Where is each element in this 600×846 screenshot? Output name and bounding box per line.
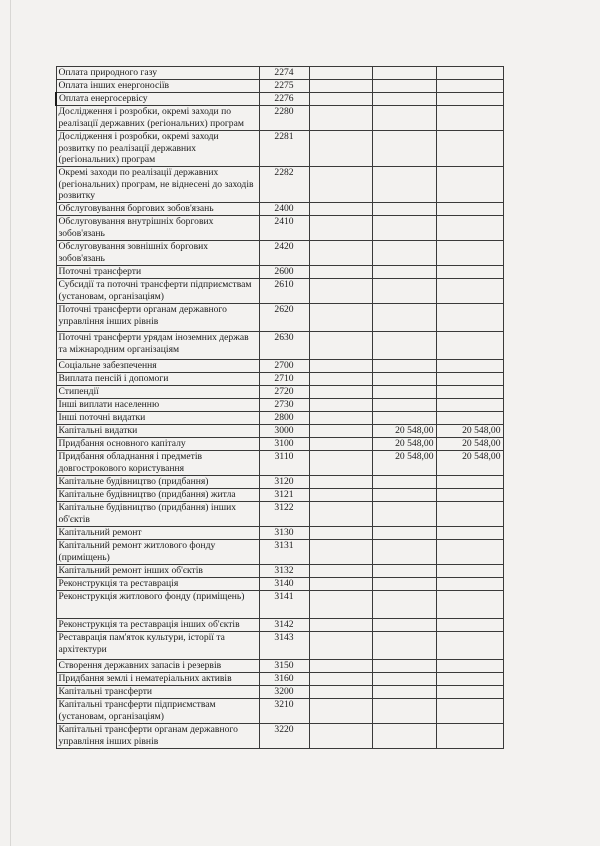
- table-row: [56, 266, 503, 279]
- empty-value-cell: [309, 540, 372, 565]
- table-row: [56, 724, 503, 749]
- empty-value-cell: [309, 67, 372, 80]
- amount-total-cell: [436, 373, 503, 386]
- empty-value-cell: [309, 632, 372, 660]
- empty-value-cell: [309, 80, 372, 93]
- amount-total-cell: [436, 699, 503, 724]
- expense-name-cell: Дослідження і розробки, окремі заходи розвитку по реалізації державних (регіональних) програм: [56, 131, 259, 167]
- expense-name-cell: Поточні трансферти: [56, 266, 259, 279]
- amount-total-cell: [436, 686, 503, 699]
- empty-value-cell: [309, 131, 372, 167]
- table-row: [56, 425, 503, 438]
- amount-cell: [372, 673, 436, 686]
- expense-name-cell: Субсидії та поточні трансферти підприємствам (установам, організаціям): [56, 279, 259, 304]
- empty-value-cell: [309, 660, 372, 673]
- amount-total-cell: [436, 540, 503, 565]
- table-row: [56, 399, 503, 412]
- kekv-code-cell: 2620: [259, 304, 309, 332]
- amount-cell: 20 548,00: [372, 451, 436, 476]
- expense-name-cell: Інші виплати населенню: [56, 399, 259, 412]
- amount-cell: [372, 527, 436, 540]
- table-row: [56, 80, 503, 93]
- amount-cell: [372, 632, 436, 660]
- kekv-code-cell: 2610: [259, 279, 309, 304]
- expense-name-cell: Створення державних запасів і резервів: [56, 660, 259, 673]
- amount-total-cell: [436, 279, 503, 304]
- expense-name-cell: Капітальне будівництво (придбання): [56, 476, 259, 489]
- table-row: [56, 540, 503, 565]
- kekv-code-cell: 3131: [259, 540, 309, 565]
- amount-cell: [372, 660, 436, 673]
- expense-name-cell: Капітальні трансферти органам державного управління інших рівнів: [56, 724, 259, 749]
- amount-total-cell: [436, 360, 503, 373]
- expense-name-cell: Поточні трансферти органам державного управління інших рівнів: [56, 304, 259, 332]
- table-row: [56, 476, 503, 489]
- table-row: [56, 619, 503, 632]
- expense-name-cell: Оплата інших енергоносіїв: [56, 80, 259, 93]
- amount-total-cell: [436, 80, 503, 93]
- amount-total-cell: [436, 304, 503, 332]
- kekv-code-cell: 2710: [259, 373, 309, 386]
- amount-total-cell: 20 548,00: [436, 451, 503, 476]
- amount-total-cell: [436, 203, 503, 216]
- amount-total-cell: 20 548,00: [436, 438, 503, 451]
- empty-value-cell: [309, 673, 372, 686]
- table-row: [56, 438, 503, 451]
- amount-cell: [372, 266, 436, 279]
- amount-total-cell: [436, 216, 503, 241]
- table-row: [56, 279, 503, 304]
- empty-value-cell: [309, 476, 372, 489]
- table-row: [56, 565, 503, 578]
- table-row: [56, 360, 503, 373]
- amount-cell: [372, 565, 436, 578]
- empty-value-cell: [309, 373, 372, 386]
- kekv-code-cell: 3200: [259, 686, 309, 699]
- table-row: [56, 386, 503, 399]
- amount-total-cell: [436, 67, 503, 80]
- amount-total-cell: [436, 399, 503, 412]
- amount-cell: [372, 476, 436, 489]
- amount-cell: [372, 106, 436, 131]
- amount-cell: [372, 699, 436, 724]
- kekv-code-cell: 2275: [259, 80, 309, 93]
- empty-value-cell: [309, 591, 372, 619]
- empty-value-cell: [309, 686, 372, 699]
- expense-name-cell: Капітальні трансферти підприємствам (установам, організаціям): [56, 699, 259, 724]
- table-row: [56, 660, 503, 673]
- empty-value-cell: [309, 106, 372, 131]
- empty-value-cell: [309, 699, 372, 724]
- table-row: [56, 699, 503, 724]
- empty-value-cell: [309, 399, 372, 412]
- kekv-code-cell: 2630: [259, 332, 309, 360]
- amount-total-cell: [436, 724, 503, 749]
- table-row: [56, 332, 503, 360]
- budget-table: [55, 66, 504, 749]
- kekv-code-cell: 3110: [259, 451, 309, 476]
- page-edge: [10, 0, 11, 846]
- amount-total-cell: [436, 591, 503, 619]
- expense-name-cell: Капітальний ремонт: [56, 527, 259, 540]
- expense-name-cell: Капітальний ремонт житлового фонду (приміщень): [56, 540, 259, 565]
- empty-value-cell: [309, 167, 372, 203]
- table-row: [56, 686, 503, 699]
- kekv-code-cell: 2282: [259, 167, 309, 203]
- expense-name-cell: Окремі заходи по реалізації державних (регіональних) програм, не віднесені до заходів розвитку: [56, 167, 259, 203]
- expense-name-cell: Оплата енергосервісу: [56, 93, 259, 106]
- table-row: [56, 489, 503, 502]
- amount-total-cell: [436, 241, 503, 266]
- expense-name-cell: Обслуговування внутрішніх боргових зобов'язань: [56, 216, 259, 241]
- expense-name-cell: Капітальний ремонт інших об'єктів: [56, 565, 259, 578]
- empty-value-cell: [309, 451, 372, 476]
- empty-value-cell: [309, 203, 372, 216]
- table-row: [56, 412, 503, 425]
- table-row: [56, 591, 503, 619]
- expense-name-cell: Придбання землі і нематеріальних активів: [56, 673, 259, 686]
- amount-cell: [372, 412, 436, 425]
- empty-value-cell: [309, 425, 372, 438]
- empty-value-cell: [309, 502, 372, 527]
- kekv-code-cell: 2281: [259, 131, 309, 167]
- kekv-code-cell: 2274: [259, 67, 309, 80]
- kekv-code-cell: 2410: [259, 216, 309, 241]
- kekv-code-cell: 2600: [259, 266, 309, 279]
- amount-cell: [372, 540, 436, 565]
- table-row: [56, 131, 503, 167]
- table-row: [56, 502, 503, 527]
- amount-total-cell: [436, 332, 503, 360]
- table-row: [56, 373, 503, 386]
- kekv-code-cell: 3130: [259, 527, 309, 540]
- amount-cell: [372, 131, 436, 167]
- amount-cell: [372, 241, 436, 266]
- amount-cell: [372, 489, 436, 502]
- expense-name-cell: Поточні трансферти урядам іноземних держав та міжнародним організаціям: [56, 332, 259, 360]
- amount-cell: [372, 578, 436, 591]
- empty-value-cell: [309, 216, 372, 241]
- table-row: [56, 451, 503, 476]
- kekv-code-cell: 3143: [259, 632, 309, 660]
- expense-name-cell: Інші поточні видатки: [56, 412, 259, 425]
- amount-total-cell: [436, 619, 503, 632]
- amount-total-cell: [436, 106, 503, 131]
- amount-total-cell: [436, 167, 503, 203]
- empty-value-cell: [309, 619, 372, 632]
- kekv-code-cell: 2800: [259, 412, 309, 425]
- table-row: [56, 632, 503, 660]
- empty-value-cell: [309, 304, 372, 332]
- expense-name-cell: Реставрація пам'яток культури, історії та архітектури: [56, 632, 259, 660]
- amount-total-cell: [436, 565, 503, 578]
- kekv-code-cell: 2700: [259, 360, 309, 373]
- empty-value-cell: [309, 279, 372, 304]
- kekv-code-cell: 3210: [259, 699, 309, 724]
- amount-cell: [372, 304, 436, 332]
- table-row: [56, 93, 503, 106]
- kekv-code-cell: 3220: [259, 724, 309, 749]
- kekv-code-cell: 3100: [259, 438, 309, 451]
- amount-cell: [372, 67, 436, 80]
- expense-name-cell: Обслуговування боргових зобов'язань: [56, 203, 259, 216]
- table-row: [56, 304, 503, 332]
- table-row: [56, 673, 503, 686]
- amount-cell: 20 548,00: [372, 425, 436, 438]
- kekv-code-cell: 2400: [259, 203, 309, 216]
- expense-name-cell: Капітальні трансферти: [56, 686, 259, 699]
- empty-value-cell: [309, 724, 372, 749]
- table-row: [56, 167, 503, 203]
- amount-total-cell: [436, 632, 503, 660]
- expense-name-cell: Капітальне будівництво (придбання) інших об'єктів: [56, 502, 259, 527]
- amount-cell: [372, 167, 436, 203]
- amount-cell: [372, 203, 436, 216]
- kekv-code-cell: 3122: [259, 502, 309, 527]
- empty-value-cell: [309, 565, 372, 578]
- kekv-code-cell: 2720: [259, 386, 309, 399]
- amount-total-cell: [436, 660, 503, 673]
- amount-total-cell: [436, 412, 503, 425]
- amount-total-cell: [436, 386, 503, 399]
- expense-name-cell: Дослідження і розробки, окремі заходи по реалізації державних (регіональних) програм: [56, 106, 259, 131]
- budget-rows: [56, 67, 503, 749]
- kekv-code-cell: 2730: [259, 399, 309, 412]
- expense-name-cell: Реконструкція та реставрація інших об'єктів: [56, 619, 259, 632]
- empty-value-cell: [309, 360, 372, 373]
- expense-name-cell: Капітальне будівництво (придбання) житла: [56, 489, 259, 502]
- amount-cell: [372, 80, 436, 93]
- amount-total-cell: [436, 266, 503, 279]
- table-row: [56, 216, 503, 241]
- expense-name-cell: Обслуговування зовнішніх боргових зобов'язань: [56, 241, 259, 266]
- amount-cell: [372, 332, 436, 360]
- empty-value-cell: [309, 386, 372, 399]
- amount-total-cell: [436, 476, 503, 489]
- empty-value-cell: [309, 266, 372, 279]
- amount-total-cell: [436, 131, 503, 167]
- empty-value-cell: [309, 412, 372, 425]
- table-row: [56, 203, 503, 216]
- table-row: [56, 106, 503, 131]
- kekv-code-cell: 3120: [259, 476, 309, 489]
- amount-total-cell: [436, 527, 503, 540]
- amount-cell: [372, 360, 436, 373]
- table-row: [56, 578, 503, 591]
- expense-name-cell: Придбання обладнання і предметів довгострокового користування: [56, 451, 259, 476]
- expense-name-cell: Реконструкція та реставрація: [56, 578, 259, 591]
- empty-value-cell: [309, 332, 372, 360]
- empty-value-cell: [309, 93, 372, 106]
- kekv-code-cell: 3141: [259, 591, 309, 619]
- expense-name-cell: Оплата природного газу: [56, 67, 259, 80]
- expense-name-cell: Соціальне забезпечення: [56, 360, 259, 373]
- empty-value-cell: [309, 489, 372, 502]
- empty-value-cell: [309, 578, 372, 591]
- kekv-code-cell: 3121: [259, 489, 309, 502]
- amount-cell: [372, 591, 436, 619]
- amount-cell: [372, 724, 436, 749]
- amount-cell: [372, 686, 436, 699]
- expense-name-cell: Реконструкція житлового фонду (приміщень): [56, 591, 259, 619]
- kekv-code-cell: 2280: [259, 106, 309, 131]
- expense-name-cell: Виплата пенсій і допомоги: [56, 373, 259, 386]
- kekv-code-cell: 3160: [259, 673, 309, 686]
- expense-name-cell: Стипендії: [56, 386, 259, 399]
- amount-total-cell: 20 548,00: [436, 425, 503, 438]
- table-row: [56, 67, 503, 80]
- kekv-code-cell: 3142: [259, 619, 309, 632]
- amount-cell: [372, 216, 436, 241]
- amount-total-cell: [436, 93, 503, 106]
- amount-cell: [372, 279, 436, 304]
- empty-value-cell: [309, 241, 372, 266]
- amount-total-cell: [436, 578, 503, 591]
- kekv-code-cell: 3140: [259, 578, 309, 591]
- amount-cell: [372, 373, 436, 386]
- amount-cell: 20 548,00: [372, 438, 436, 451]
- kekv-code-cell: 3150: [259, 660, 309, 673]
- amount-cell: [372, 502, 436, 527]
- amount-cell: [372, 619, 436, 632]
- kekv-code-cell: 2420: [259, 241, 309, 266]
- table-row: [56, 241, 503, 266]
- kekv-code-cell: 3000: [259, 425, 309, 438]
- amount-cell: [372, 399, 436, 412]
- kekv-code-cell: 2276: [259, 93, 309, 106]
- empty-value-cell: [309, 438, 372, 451]
- amount-cell: [372, 93, 436, 106]
- amount-total-cell: [436, 502, 503, 527]
- expense-name-cell: Капітальні видатки: [56, 425, 259, 438]
- kekv-code-cell: 3132: [259, 565, 309, 578]
- amount-total-cell: [436, 489, 503, 502]
- table-row: [56, 527, 503, 540]
- empty-value-cell: [309, 527, 372, 540]
- amount-total-cell: [436, 673, 503, 686]
- amount-cell: [372, 386, 436, 399]
- expense-name-cell: Придбання основного капіталу: [56, 438, 259, 451]
